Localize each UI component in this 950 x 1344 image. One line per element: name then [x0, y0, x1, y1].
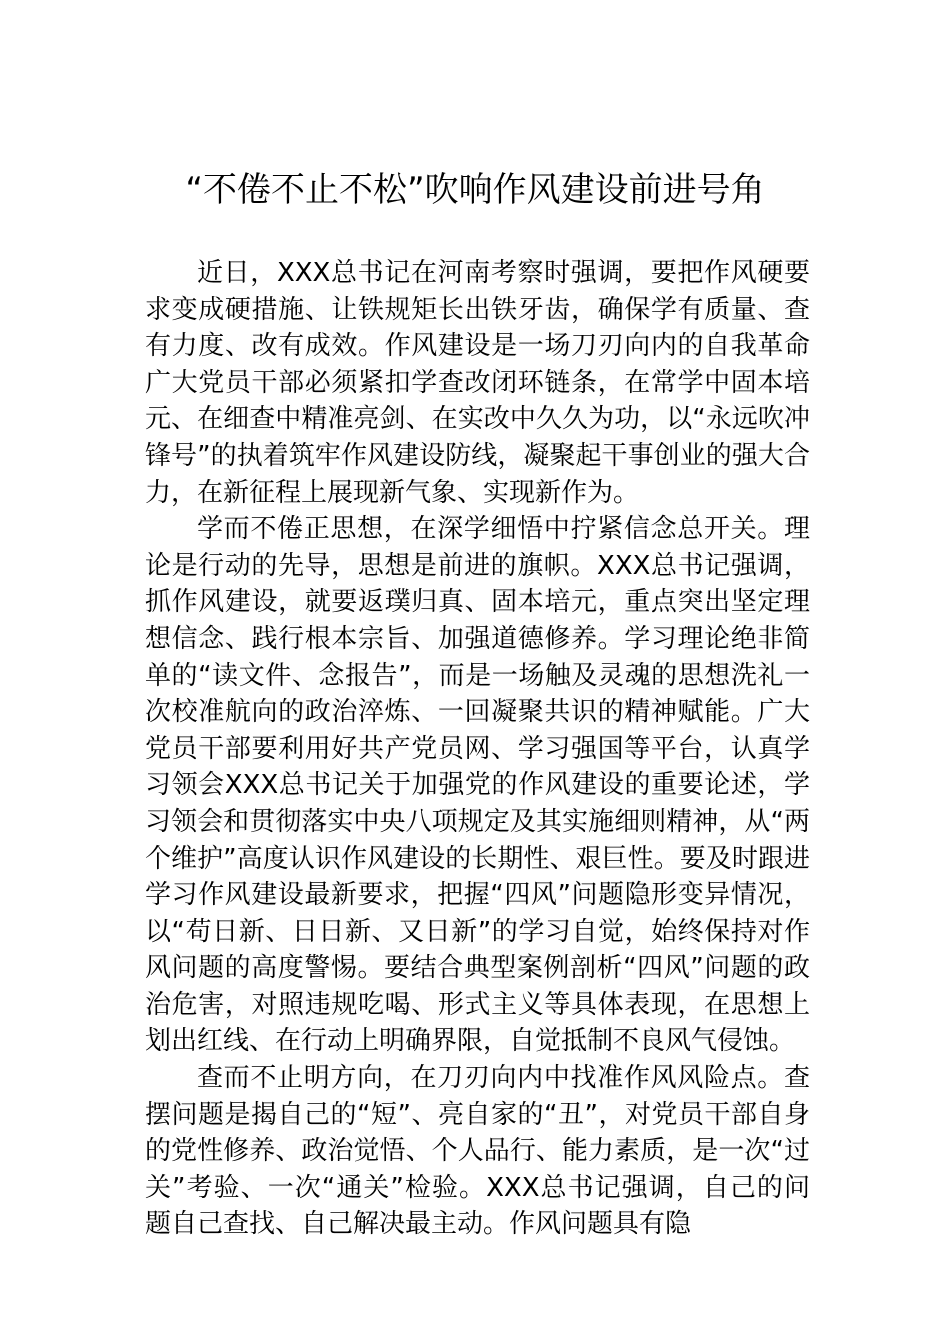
document-title: “不倦不止不松”吹响作风建设前进号角 [185, 170, 765, 210]
paragraph-2: 学而不倦正思想，在深学细悟中拧紧信念总开关。理论是行动的先导，思想是前进的旗帜。XXX总书记强调，抓作风建设，就要返璞归真、固本培元，重点突出坚定理想信念、践行根本宗旨、加强道德修养。学习理论绝非简单的“读文件、念报告”，而是一场触及灵魂的思想洗礼一次校准航向的政治淬炼、一回凝聚共识的精神赋能。广大党员干部要利用好共产党员网、学习强国等平台，认真学习领会XXX总书记关于加强党的作风建设的重要论述，学习领会和贯彻落实中央八项规定及其实施细则精神，从“两个维护”高度认识作风建设的长期性、艰巨性。要及时跟进学习作风建设最新要求，把握“四风”问题隐形变异情况，以“苟日新、日日新、又日新”的学习自觉，始终保持对作风问题的高度警惕。要结合典型案例剖析“四风”问题的政治危害，对照违规吃喝、形式主义等具体表现，在思想上划出红线、在行动上明确界限，自觉抵制不良风气侵蚀。 [145, 514, 810, 1057]
paragraph-3: 查而不止明方向，在刀刃向内中找准作风风险点。查摆问题是揭自己的“短”、亮自家的“丑”，对党员干部自身的党性修养、政治觉悟、个人品行、能力素质，是一次“过关”考验、一次“通关”检验。XXX总书记强调，自己的问题自己查找、自己解决最主动。作风问题具有隐 [145, 1063, 810, 1240]
paragraph-1: 近日，XXX总书记在河南考察时强调，要把作风硬要求变成硬措施、让铁规矩长出铁牙齿，确保学有质量、查有力度、改有成效。作风建设是一场刀刃向内的自我革命广大党员干部必须紧扣学查改闭环链条，在常学中固本培元、在细查中精准亮剑、在实改中久久为功，以“永远吹冲锋号”的执着筑牢作风建设防线，凝聚起干事创业的强大合力，在新征程上展现新气象、实现新作为。 [145, 258, 810, 508]
document-body [145, 255, 810, 1243]
